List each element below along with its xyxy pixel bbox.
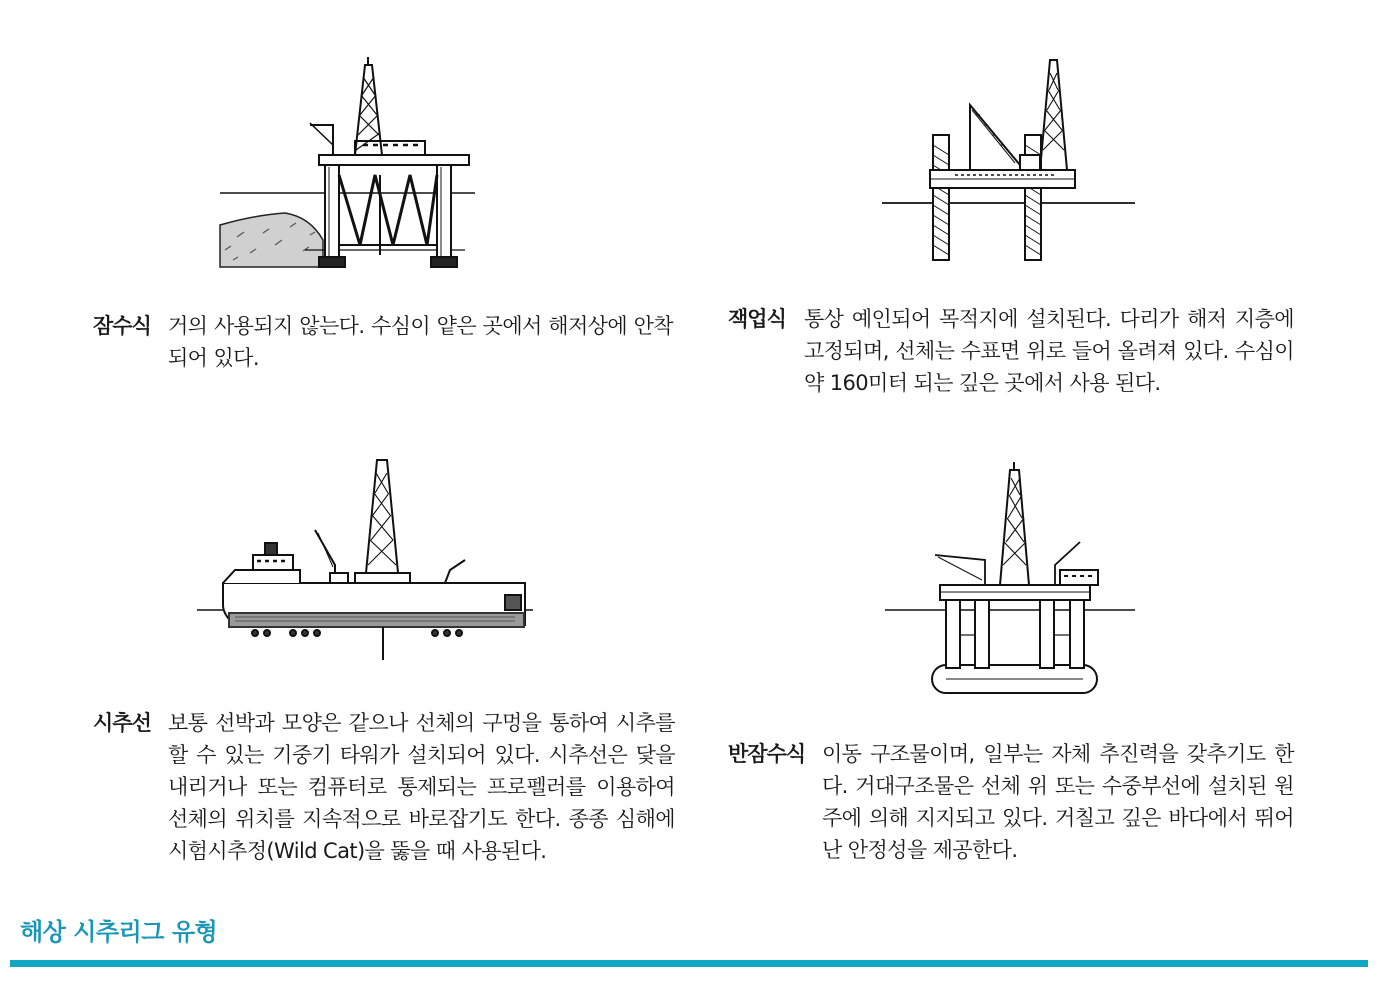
- jackup-description: [728, 303, 1294, 399]
- submersible-rig-illustration: [215, 55, 480, 275]
- submersible-description: [93, 310, 673, 374]
- semisubmersible-description: [728, 738, 1294, 866]
- jackup-text: 통상 예인되어 목적지에 설치된다. 다리가 해저 지층에 고정되며, 선체는 수표면 위로 들어 올려져 있다. 수심이 약 160미터 되는 깊은 곳에서 사용 된다.: [804, 307, 1294, 395]
- semisubmersible-rig-illustration: [880, 460, 1140, 705]
- drillship-text: 보통 선박과 모양은 같으나 선체의 구멍을 통하여 시추를 할 수 있는 기중기 타워가 설치되어 있다. 시추선은 닻을 내리거나 또는 컴퓨터로 통제되는 프로펠러를 이용하여 선체의 위치를 지속적으로 바로잡기도 한다. 종종 심해에 시험시추정(Wild Cat)을 뚫을 때 사용된다.: [168, 711, 675, 863]
- drillship-description: [93, 707, 675, 867]
- jackup-rig-illustration: [880, 55, 1140, 265]
- drillship-term: 시추선: [93, 711, 151, 735]
- drillship-illustration: [195, 455, 535, 665]
- submersible-text: 거의 사용되지 않는다. 수심이 얕은 곳에서 해저상에 안착되어 있다.: [168, 314, 673, 370]
- jackup-term: 잭업식: [728, 307, 786, 331]
- submersible-term: 잠수식: [93, 314, 151, 338]
- figure-caption: 해상 시추리그 유형: [20, 918, 218, 946]
- semisubmersible-term: 반잠수식: [728, 742, 806, 766]
- caption-rule: [10, 960, 1368, 967]
- semisubmersible-text: 이동 구조물이며, 일부는 자체 추진력을 갖추기도 한다. 거대구조물은 선체 위 또는 수중부선에 설치된 원주에 의해 지지되고 있다. 거칠고 깊은 바다에서 뛰어난 안정성을 제공한다.: [822, 742, 1294, 862]
